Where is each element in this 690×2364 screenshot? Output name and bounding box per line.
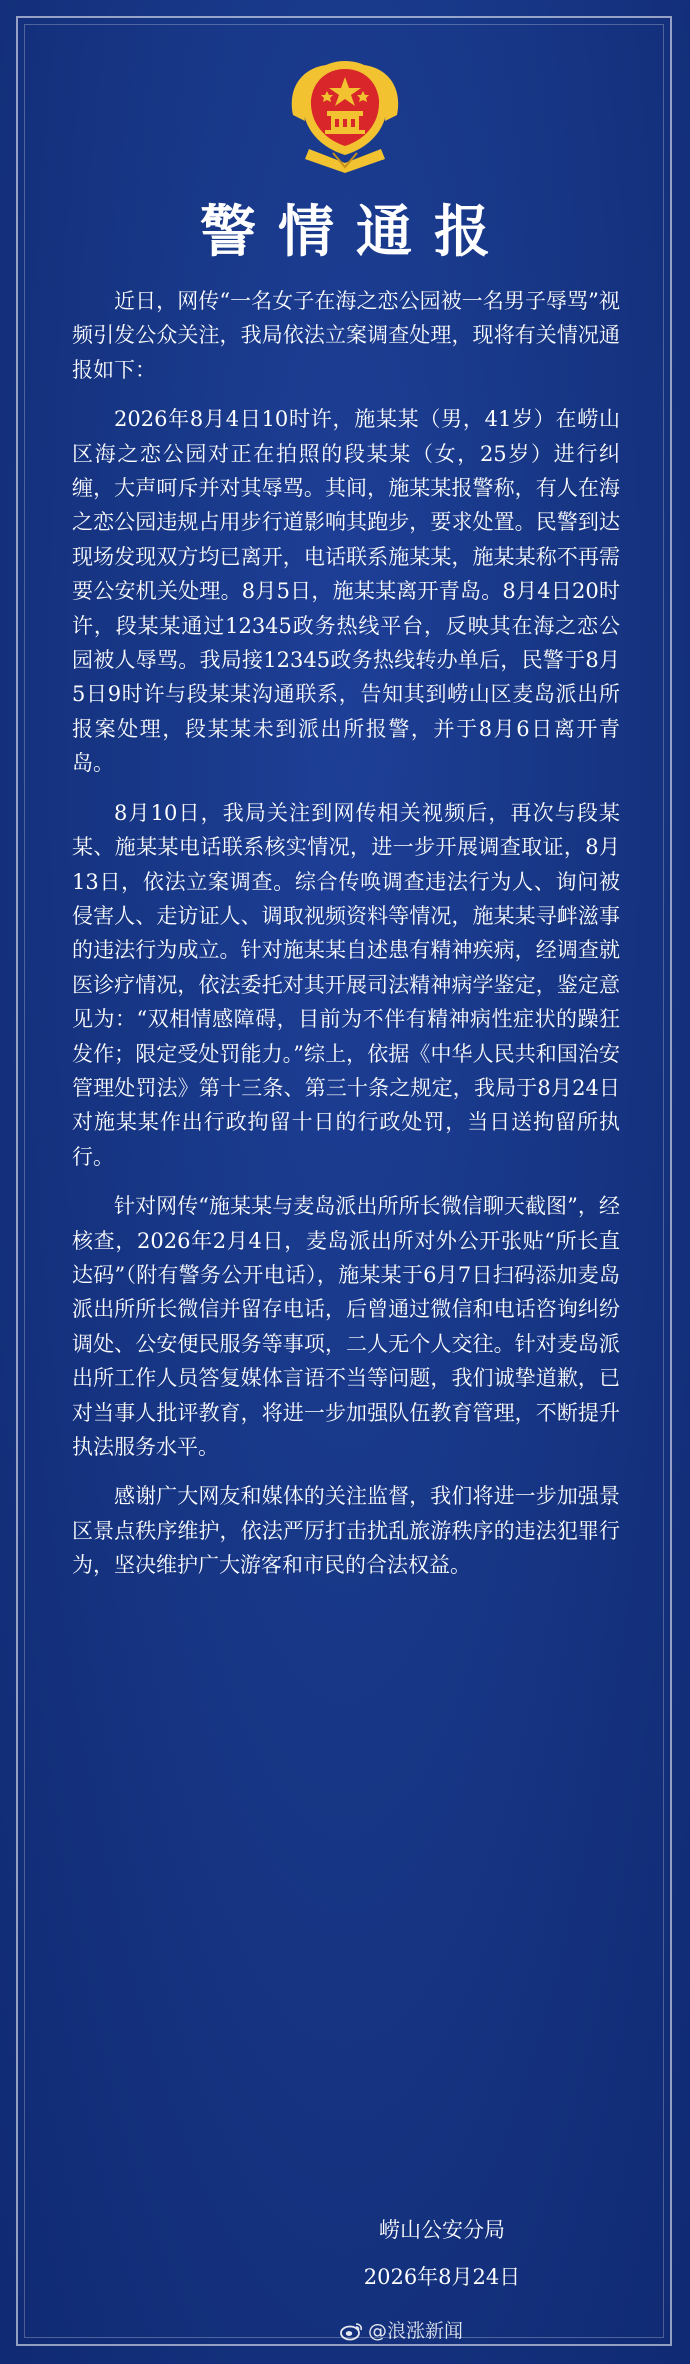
- paragraph-thanks: 感谢广大网友和媒体的关注监督，我们将进一步加强景区景点秩序维护，依法严厉打击扰乱旅游秩序的违法犯罪行为，坚决维护广大游客和市民的合法权益。: [72, 1484, 620, 1578]
- notice-body: [72, 284, 620, 1598]
- weibo-icon: [340, 2321, 364, 2341]
- watermark-text: @浪涨新闻: [368, 2320, 464, 2342]
- police-emblem-icon: [275, 55, 415, 175]
- source-watermark: [340, 2316, 463, 2346]
- notice-title: 警情通报: [200, 199, 512, 265]
- issuer: 崂山公安分局: [379, 2218, 505, 2242]
- issue-date: 2026年8月24日: [363, 2265, 521, 2289]
- paragraph-incident: 2026年8月4日10时许，施某某（男，41岁）在崂山区海之恋公园对正在拍照的段某某（女，25岁）进行纠缠，大声呵斥并对其辱骂。其间，施某某报警称，有人在海之恋公园违规占用步行道影响其跑步，要求处置。民警到达现场发现双方均已离开，电话联系施某某，施某某称不再需要公安机关处理。8月5日，施某某离开青岛。8月4日20时许，段某某通过12345政务热线平台，反映其在海之恋公园被人辱骂。我局接12345政务热线转办单后，民警于8月5日9时许与段某某沟通联系，告知其到崂山区麦岛派出所报案处理，段某某未到派出所报警，并于8月6日离开青岛。: [72, 407, 620, 776]
- paragraph-investigation: 8月10日，我局关注到网传相关视频后，再次与段某某、施某某电话联系核实情况，进一步开展调查取证，8月13日，依法立案调查。综合传唤调查违法行为人、询问被侵害人、走访证人、调取视频资料等情况，施某某寻衅滋事的违法行为成立。针对施某某自述患有精神疾病，经调查就医诊疗情况，依法委托对其开展司法精神病学鉴定，鉴定意见为：“双相情感障碍，目前为不伴有精神病性症状的躁狂发作；限定受处罚能力。”综上，依据《中华人民共和国治安管理处罚法》第十三条、第三十条之规定，我局于8月24日对施某某作出行政拘留十日的行政处罚，当日送拘留所执行。: [72, 800, 620, 1169]
- paragraph-intro: 近日，网传“一名女子在海之恋公园被一名男子辱骂”视频引发公众关注，我局依法立案调查处理，现将有关情况通报如下：: [72, 289, 620, 382]
- paragraph-wechat-clarification: 针对网传“施某某与麦岛派出所所长微信聊天截图”，经核查，2026年2月4日，麦岛派出所对外公开张贴“所长直达码”（附有警务公开电话），施某某于6月7日扫码添加麦岛派出所所长微信并留存电话，后曾通过微信和电话咨询纠纷调处、公安便民服务等事项，二人无个人交往。针对麦岛派出所工作人员答复媒体言语不当等问题，我们诚挚道歉，已对当事人批评教育，将进一步加强队伍教育管理，不断提升执法服务水平。: [72, 1194, 620, 1459]
